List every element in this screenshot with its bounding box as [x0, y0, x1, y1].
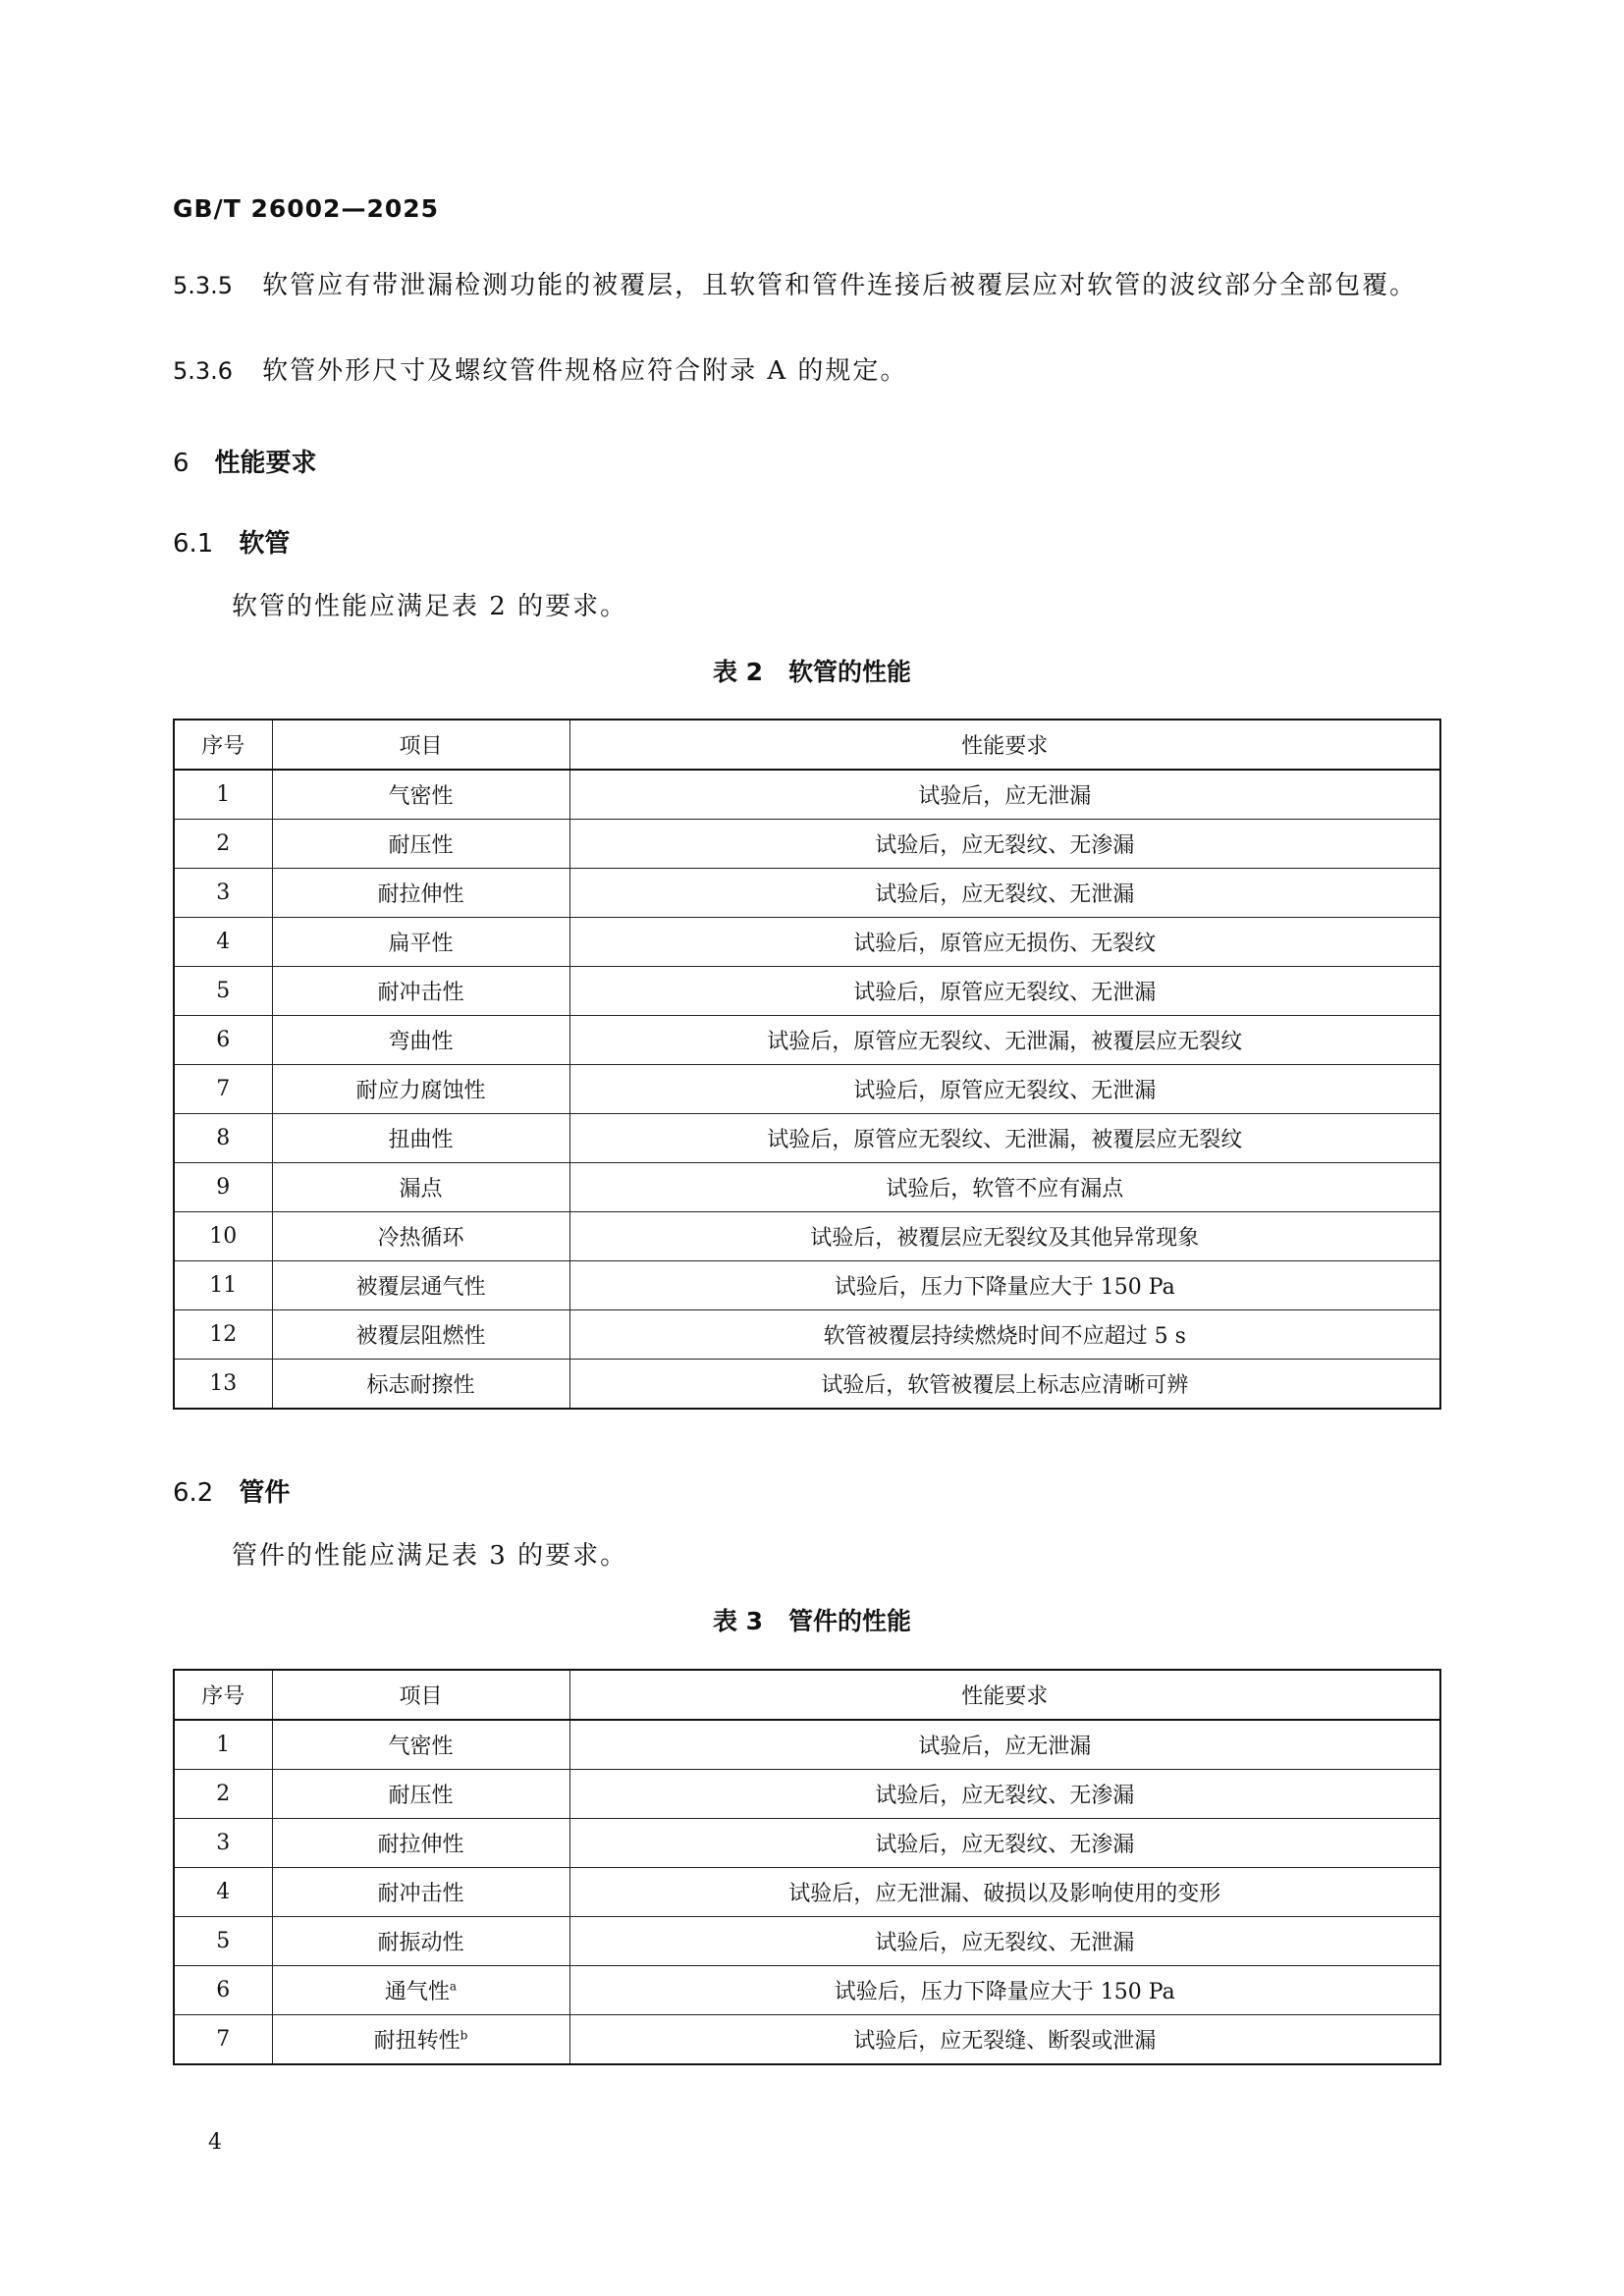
table-row	[174, 1212, 1440, 1261]
page-number: 4	[208, 2130, 222, 2155]
requirement: 试验后，原管应无裂纹、无泄漏	[569, 1065, 1440, 1114]
item-name-cell	[272, 1720, 569, 1770]
table-2	[173, 719, 1441, 1410]
item-name: 弯曲性	[272, 1016, 569, 1065]
requirement: 试验后，应无裂缝、断裂或泄漏	[569, 2015, 1440, 2065]
row-number: 7	[174, 1065, 272, 1114]
item-name-cell	[272, 2015, 569, 2065]
requirement: 试验后，原管应无裂纹、无泄漏	[569, 967, 1440, 1016]
footnote-marker: b	[460, 2028, 468, 2043]
row-number: 8	[174, 1114, 272, 1163]
table-row	[174, 1720, 1440, 1770]
row-number: 10	[174, 1212, 272, 1261]
row-number: 9	[174, 1163, 272, 1212]
section-6-heading	[173, 443, 317, 479]
table-row	[174, 820, 1440, 869]
row-number: 11	[174, 1261, 272, 1310]
table-row	[174, 2015, 1440, 2065]
item-name: 耐拉伸性	[377, 1833, 464, 1857]
requirement: 试验后，应无裂纹、无渗漏	[569, 820, 1440, 869]
section-6-2-intro: 管件的性能应满足表 3 的要求。	[232, 1541, 628, 1571]
row-number: 2	[174, 1770, 272, 1819]
item-name: 气密性	[272, 770, 569, 820]
row-number: 1	[174, 770, 272, 820]
clause-number: 5.3.5	[173, 272, 234, 299]
clause-number: 5.3.6	[173, 357, 234, 385]
row-number: 12	[174, 1310, 272, 1360]
row-number: 7	[174, 2015, 272, 2065]
requirement: 试验后，应无裂纹、无渗漏	[569, 1770, 1440, 1819]
header-cell: 性能要求	[569, 720, 1440, 770]
item-name: 被覆层通气性	[272, 1261, 569, 1310]
item-name: 被覆层阻燃性	[272, 1310, 569, 1360]
clause-5-3-6	[173, 350, 1449, 392]
table-row	[174, 1917, 1440, 1966]
table-title: 软管的性能	[788, 658, 912, 686]
table-row	[174, 1868, 1440, 1917]
table-3-caption	[0, 1602, 1624, 1637]
item-name: 耐振动性	[377, 1931, 464, 1955]
item-name: 耐应力腐蚀性	[272, 1065, 569, 1114]
requirement: 试验后，应无泄漏、破损以及影响使用的变形	[569, 1868, 1440, 1917]
item-name-cell	[272, 1770, 569, 1819]
table-row	[174, 1360, 1440, 1410]
section-title: 软管	[239, 529, 291, 559]
table-number: 表 3	[712, 1607, 764, 1635]
item-name: 扁平性	[272, 918, 569, 967]
row-number: 5	[174, 1917, 272, 1966]
table-row	[174, 1163, 1440, 1212]
section-6-1-intro: 软管的性能应满足表 2 的要求。	[232, 592, 628, 621]
item-name: 扭曲性	[272, 1114, 569, 1163]
requirement: 试验后，软管不应有漏点	[569, 1163, 1440, 1212]
row-number: 5	[174, 967, 272, 1016]
header-cell: 性能要求	[569, 1670, 1440, 1720]
requirement: 试验后，原管应无损伤、无裂纹	[569, 918, 1440, 967]
table-row	[174, 1261, 1440, 1310]
row-number: 13	[174, 1360, 272, 1410]
item-name-cell	[272, 1966, 569, 2015]
section-title: 管件	[239, 1478, 291, 1508]
item-name-cell	[272, 1868, 569, 1917]
item-name-cell	[272, 1917, 569, 1966]
requirement: 试验后，应无泄漏	[569, 1720, 1440, 1770]
requirement: 试验后，压力下降量应大于 150 Pa	[569, 1261, 1440, 1310]
item-name: 耐扭转性	[373, 2029, 460, 2054]
footnote-marker: a	[449, 1979, 458, 1994]
item-name: 耐冲击性	[272, 967, 569, 1016]
table-2-caption	[0, 653, 1624, 688]
table-row	[174, 1819, 1440, 1868]
section-number: 6	[173, 449, 189, 478]
item-name: 漏点	[272, 1163, 569, 1212]
table-row	[174, 1310, 1440, 1360]
requirement: 试验后，原管应无裂纹、无泄漏，被覆层应无裂纹	[569, 1114, 1440, 1163]
table-row	[174, 770, 1440, 820]
requirement: 试验后，软管被覆层上标志应清晰可辨	[569, 1360, 1440, 1410]
clause-text: 软管外形尺寸及螺纹管件规格应符合附录 A 的规定。	[262, 356, 908, 386]
table-row	[174, 1114, 1440, 1163]
row-number: 4	[174, 1868, 272, 1917]
row-number: 1	[174, 1720, 272, 1770]
standard-code-header: GB/T 26002—2025	[173, 194, 440, 223]
table-3	[173, 1669, 1441, 2065]
row-number: 3	[174, 1819, 272, 1868]
header-cell: 项目	[272, 1670, 569, 1720]
item-name-cell	[272, 1819, 569, 1868]
table-title: 管件的性能	[788, 1607, 912, 1635]
clause-5-3-5	[173, 265, 1449, 306]
item-name: 耐压性	[388, 1784, 454, 1808]
section-6-1-heading	[173, 523, 290, 560]
section-number: 6.2	[173, 1478, 214, 1508]
item-name: 标志耐擦性	[272, 1360, 569, 1410]
row-number: 6	[174, 1966, 272, 2015]
item-name: 气密性	[388, 1735, 454, 1759]
table-row	[174, 918, 1440, 967]
row-number: 2	[174, 820, 272, 869]
row-number: 6	[174, 1016, 272, 1065]
table-row	[174, 967, 1440, 1016]
item-name: 耐拉伸性	[272, 869, 569, 918]
item-name: 冷热循环	[272, 1212, 569, 1261]
requirement: 试验后，被覆层应无裂纹及其他异常现象	[569, 1212, 1440, 1261]
row-number: 4	[174, 918, 272, 967]
requirement: 试验后，应无裂纹、无渗漏	[569, 1819, 1440, 1868]
table-row	[174, 1966, 1440, 2015]
requirement: 试验后，应无裂纹、无泄漏	[569, 869, 1440, 918]
item-name: 耐冲击性	[377, 1882, 464, 1906]
clause-text: 软管应有带泄漏检测功能的被覆层，且软管和管件连接后被覆层应对软管的波纹部分全部包覆。	[262, 271, 1418, 300]
table-row	[174, 869, 1440, 918]
requirement: 试验后，压力下降量应大于 150 Pa	[569, 1966, 1440, 2015]
table-row	[174, 1065, 1440, 1114]
section-6-2-heading	[173, 1472, 290, 1509]
table-header-row	[174, 1670, 1440, 1720]
header-cell: 项目	[272, 720, 569, 770]
section-number: 6.1	[173, 529, 214, 559]
section-title: 性能要求	[214, 449, 317, 478]
header-cell: 序号	[174, 1670, 272, 1720]
item-name: 通气性	[384, 1980, 450, 2004]
item-name: 耐压性	[272, 820, 569, 869]
table-row	[174, 1770, 1440, 1819]
table-row	[174, 1016, 1440, 1065]
requirement: 试验后，应无泄漏	[569, 770, 1440, 820]
row-number: 3	[174, 869, 272, 918]
requirement: 试验后，原管应无裂纹、无泄漏，被覆层应无裂纹	[569, 1016, 1440, 1065]
header-cell: 序号	[174, 720, 272, 770]
requirement: 软管被覆层持续燃烧时间不应超过 5 s	[569, 1310, 1440, 1360]
table-header-row	[174, 720, 1440, 770]
table-number: 表 2	[712, 658, 764, 686]
requirement: 试验后，应无裂纹、无泄漏	[569, 1917, 1440, 1966]
